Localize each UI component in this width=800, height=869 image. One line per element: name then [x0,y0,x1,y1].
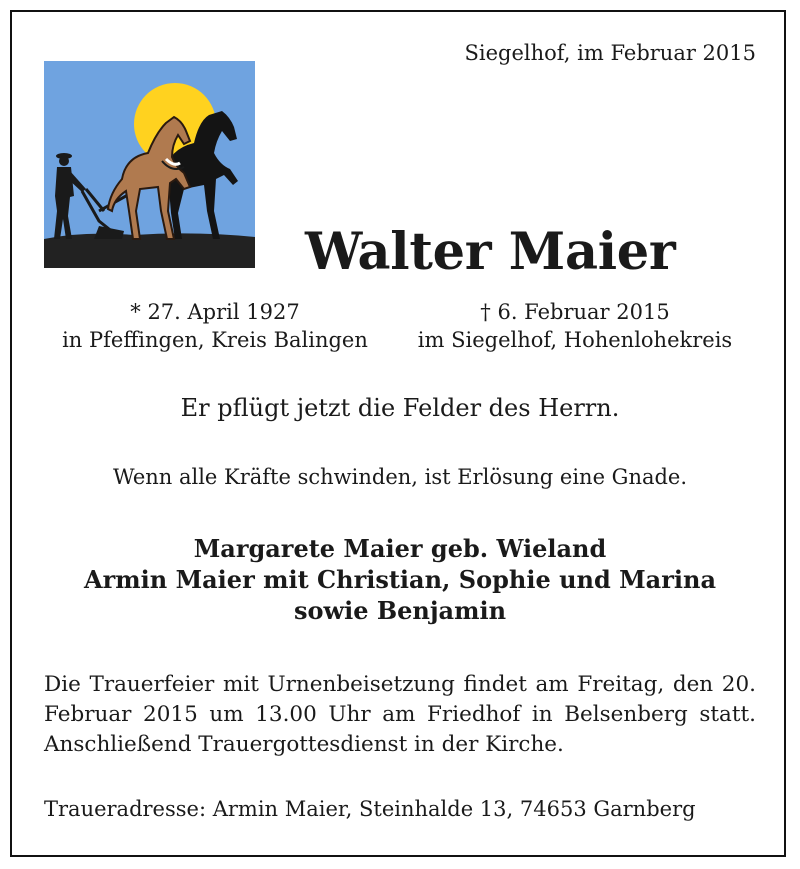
death-place: im Siegelhof, Hohenlohekreis [417,328,733,352]
mourner-line: Armin Maier mit Christian, Sophie und Marina [83,565,716,594]
birth-date: * 27. April 1927 [130,300,300,324]
birth-place: in Pfeffingen, Kreis Balingen [62,328,368,352]
mourning-address: Traueradresse: Armin Maier, Steinhalde 13, 74653 Garnberg [44,797,696,821]
mourner-line: Margarete Maier geb. Wieland [193,534,607,563]
death-date: † 6. Februar 2015 [480,300,670,324]
mourners-list [0,533,800,626]
deceased-name: Walter Maier [305,222,676,282]
mourner-line: sowie Benjamin [293,596,507,625]
death-info [385,298,765,354]
birth-info [25,298,405,354]
place-date: Siegelhof, im Februar 2015 [464,41,756,65]
memorial-verse: Er pflügt jetzt die Felder des Herrn. [180,394,620,422]
memorial-quote: Wenn alle Kräfte schwinden, ist Erlösung eine Gnade. [112,465,688,489]
funeral-service-info: Die Trauerfeier mit Urnenbeisetzung findet am Freitag, den 20. Februar 2015 um 13.00 Uhr am Friedhof in Belsenberg statt. Anschließend Trauergottesdienst in der Kirche. [44,672,756,757]
farmer-plowing-with-horses-image [44,61,255,268]
